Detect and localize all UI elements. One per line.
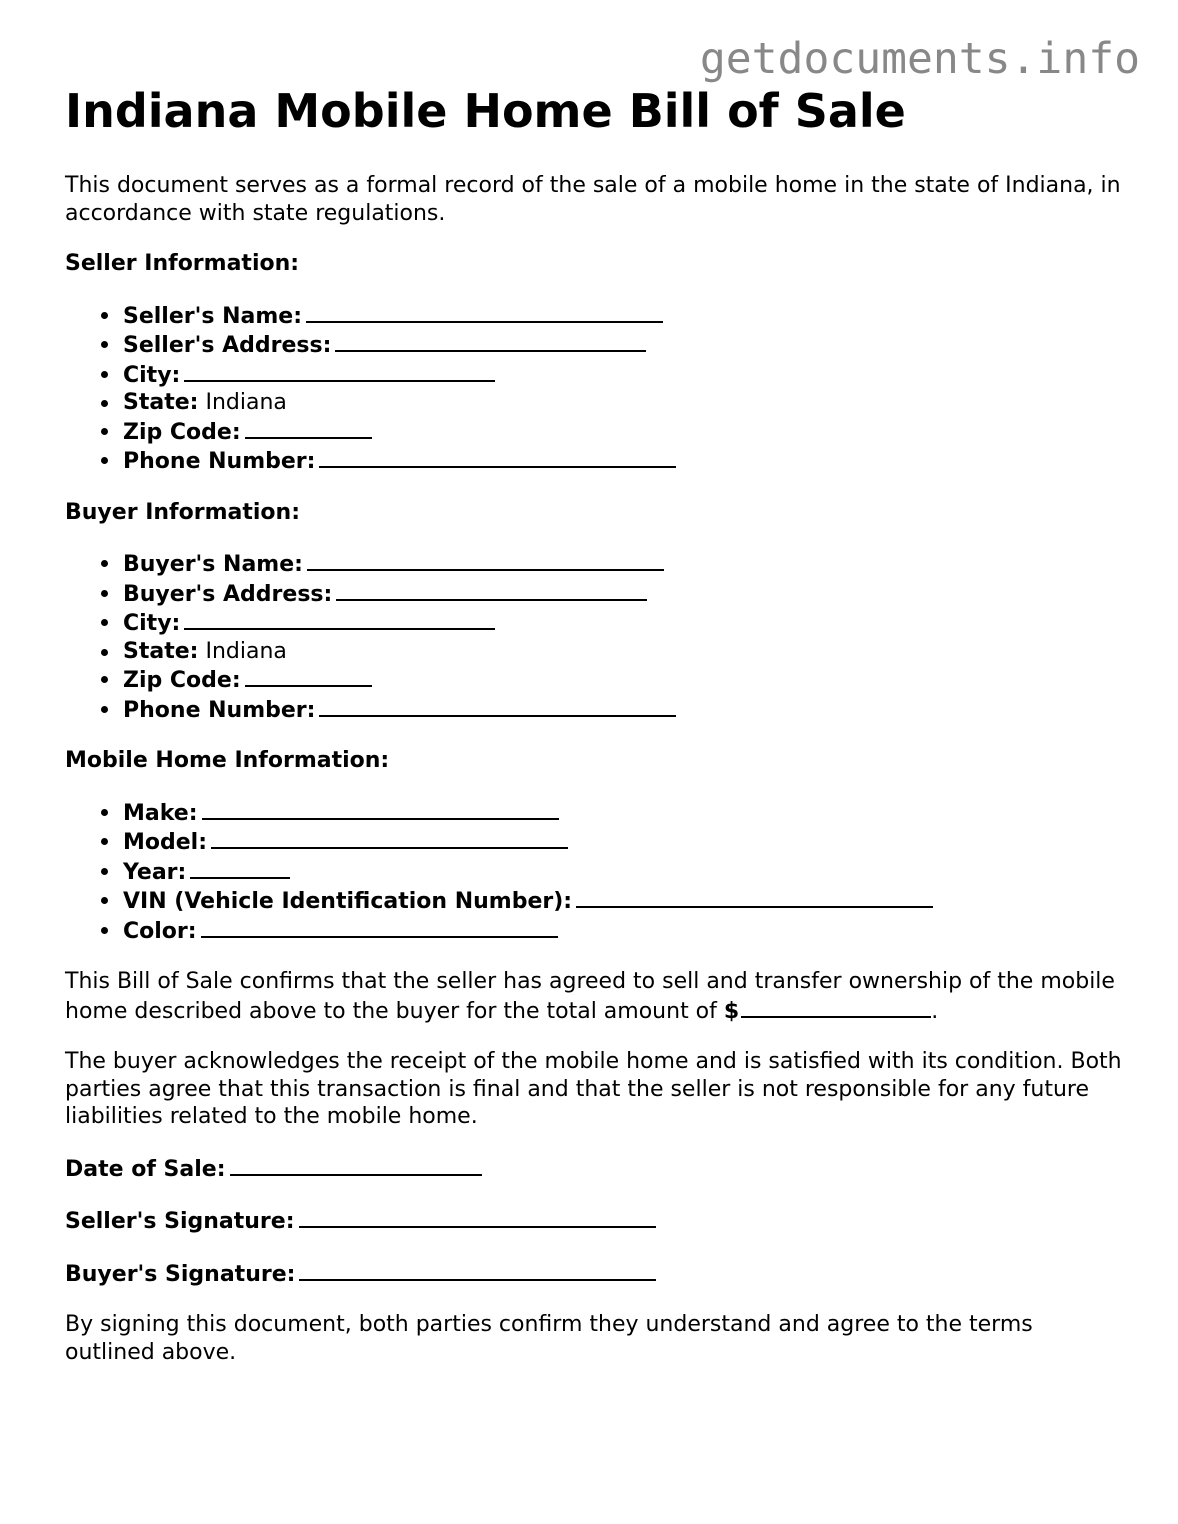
home-field-list [65,798,1125,946]
seller-zip-label: Zip Code: [123,419,241,445]
vin-item [123,886,1125,916]
make-item [123,798,1125,828]
buyer-signature-blank[interactable] [299,1259,656,1281]
seller-name-item [123,301,1125,331]
seller-city-blank[interactable] [184,360,495,382]
color-item [123,916,1125,946]
acknowledgement-paragraph: The buyer acknowledges the receipt of the mobile home and is satisfied with its condition. Both parties agree that this transaction is final and that the seller is not responsible for any future liabilities related to the mobile home. [65,1049,1122,1129]
seller-signature-blank[interactable] [299,1206,656,1228]
seller-city-label: City: [123,362,181,388]
seller-state-item [123,389,1125,417]
buyer-zip-blank[interactable] [245,665,372,687]
buyer-phone-item [123,695,1125,725]
seller-address-label: Seller's Address: [123,333,332,358]
year-label: Year: [123,859,187,885]
date-line [65,1154,1125,1184]
buyer-field-list [65,549,1125,724]
model-label: Model: [123,830,208,855]
amount-blank[interactable] [741,996,931,1018]
model-item [123,827,1125,857]
seller-state-label: State: [123,390,199,415]
buyer-state-label: State: [123,638,199,664]
year-item [123,857,1125,887]
year-blank[interactable] [190,857,290,879]
make-blank[interactable] [202,798,559,820]
date-blank[interactable] [230,1154,482,1176]
closing-paragraph: By signing this document, both parties confirm they understand and agree to the terms outlined above. [65,1312,1033,1365]
seller-address-item [123,330,1125,360]
buyer-zip-item [123,665,1125,695]
document-page [65,84,1125,1366]
buyer-signature-line [65,1259,1125,1289]
vin-label: VIN (Vehicle Identification Number): [123,889,573,914]
seller-phone-label: Phone Number: [123,449,316,474]
seller-zip-blank[interactable] [245,417,372,439]
date-label: Date of Sale: [65,1156,226,1182]
home-heading: Mobile Home Information: [65,748,390,773]
buyer-city-label: City: [123,611,181,636]
buyer-phone-label: Phone Number: [123,697,316,723]
color-label: Color: [123,918,197,944]
buyer-phone-blank[interactable] [319,695,676,717]
buyer-name-item [123,549,1125,579]
currency-symbol: $ [723,998,740,1024]
buyer-state-value: Indiana [205,638,287,664]
seller-heading: Seller Information: [65,251,300,276]
seller-name-blank[interactable] [306,301,663,323]
seller-phone-blank[interactable] [319,446,676,468]
watermark: getdocuments.info [699,34,1140,84]
buyer-name-label: Buyer's Name: [123,552,303,577]
seller-name-label: Seller's Name: [123,303,303,329]
buyer-zip-label: Zip Code: [123,668,241,693]
seller-state-value: Indiana [205,390,287,415]
intro-paragraph: This document serves as a formal record of the sale of a mobile home in the state of Indiana, in accordance with state regulations. [65,173,1121,226]
seller-phone-item [123,446,1125,476]
buyer-city-item [123,608,1125,638]
seller-signature-label: Seller's Signature: [65,1209,295,1234]
vin-blank[interactable] [576,886,933,908]
seller-zip-item [123,417,1125,447]
amount-period: . [931,998,939,1024]
make-label: Make: [123,800,198,826]
buyer-address-label: Buyer's Address: [123,581,333,607]
seller-city-item [123,360,1125,390]
confirmation-text: This Bill of Sale confirms that the seller has agreed to sell and transfer ownership of the mobile home described above to the buyer for the total amount of [65,969,1115,1024]
seller-field-list [65,301,1125,476]
document-title: Indiana Mobile Home Bill of Sale [65,84,906,138]
buyer-state-item [123,638,1125,666]
buyer-address-blank[interactable] [336,579,647,601]
seller-signature-line [65,1206,1125,1236]
seller-address-blank[interactable] [335,330,646,352]
model-blank[interactable] [211,827,568,849]
buyer-signature-label: Buyer's Signature: [65,1261,296,1287]
buyer-city-blank[interactable] [184,608,495,630]
color-blank[interactable] [201,916,558,938]
confirmation-paragraph [65,968,1125,1025]
buyer-address-item [123,579,1125,609]
buyer-heading: Buyer Information: [65,499,300,525]
buyer-name-blank[interactable] [307,549,664,571]
